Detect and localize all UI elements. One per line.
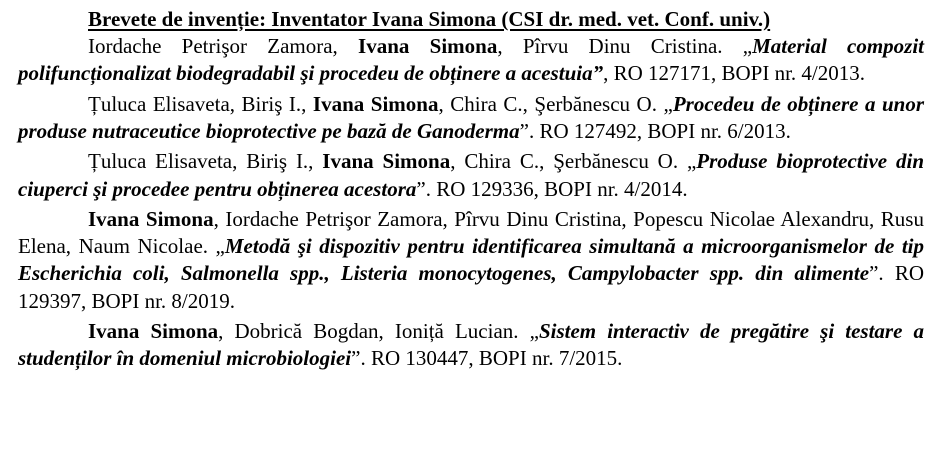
- patent-entry: [18, 318, 924, 372]
- inventor-name: Ivana Simona: [322, 149, 451, 174]
- inventor-name: Ivana Simona: [88, 206, 214, 231]
- inventor-name: Ivana Simona: [88, 318, 219, 343]
- section-heading: Brevete de invenție: Inventator Ivana Simona (CSI dr. med. vet. Conf. univ.): [88, 7, 771, 31]
- patent-reference: ”. RO 130447, BOPI nr. 7/2015.: [351, 346, 623, 371]
- patent-entry: [18, 148, 924, 202]
- co-authors: , Pîrvu Dinu Cristina. „: [497, 34, 753, 59]
- patent-title: Metodă şi dispozitiv pentru identificarea simultană a microorganismelor de tip Escherichia coli, Salmonella spp., Listeria monocytogenes, Campylobacter spp. din alimente: [18, 234, 924, 286]
- co-authors: , Iordache Petrişor Zamora, Pîrvu Dinu Cristina, Popescu Nicolae Alexandru, Rusu Elena, Naum Nicolae. „: [18, 206, 924, 259]
- patent-reference: , RO 127171, BOPI nr. 4/2013.: [603, 61, 866, 86]
- document-page: [18, 6, 924, 372]
- patent-title: Procedeu de obținere a unor produse nutraceutice bioprotective pe bază de Ganoderma: [18, 91, 925, 143]
- patent-entry: [18, 33, 924, 87]
- co-authors: Țuluca Elisaveta, Biriş I.,: [88, 91, 313, 116]
- patent-entry: [18, 206, 924, 315]
- inventor-name: Ivana Simona: [312, 91, 439, 116]
- co-authors: , Dobrică Bogdan, Ioniță Lucian. „: [218, 318, 539, 343]
- patent-title: Sistem interactiv de pregătire şi testare a studenților în domeniul microbiologiei: [18, 318, 924, 371]
- co-authors: Țuluca Elisaveta, Biriş I.,: [88, 149, 323, 174]
- patent-reference: ”. RO 129397, BOPI nr. 8/2019.: [18, 261, 924, 313]
- patent-title: Material compozit polifuncționalizat biodegradabil şi procedeu de obținere a acestuia”: [18, 34, 925, 86]
- patent-entry: [18, 91, 924, 145]
- patent-title: Produse bioprotective din ciuperci şi procedee pentru obținerea acestora: [18, 149, 924, 201]
- patent-reference: ”. RO 127492, BOPI nr. 6/2013.: [519, 119, 791, 143]
- patent-reference: ”. RO 129336, BOPI nr. 4/2014.: [416, 176, 688, 201]
- co-authors: Iordache Petrişor Zamora,: [88, 34, 359, 59]
- co-authors: , Chira C., Şerbănescu O. „: [450, 149, 697, 174]
- inventor-name: Ivana Simona: [358, 34, 498, 59]
- co-authors: , Chira C., Şerbănescu O. „: [438, 91, 673, 116]
